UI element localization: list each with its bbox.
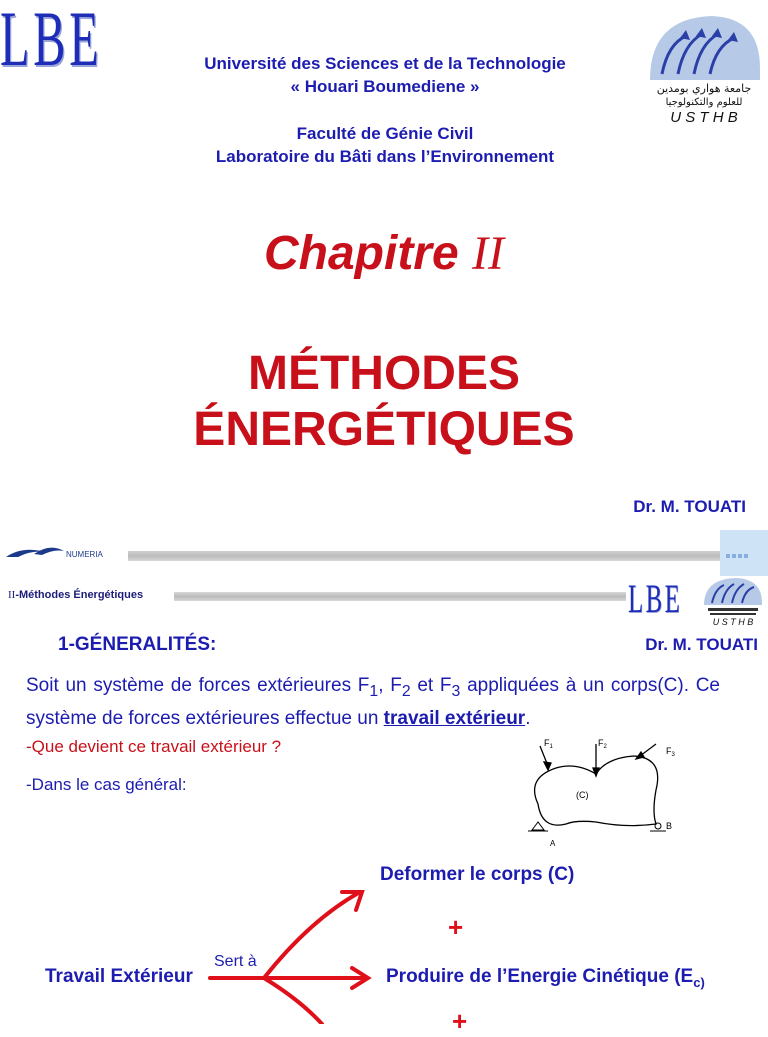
intro-paragraph: Soit un système de forces extérieures $F_1$, $F_2$ et $F_3$ appliquées à un corps(C). Ce système de forces extérieures effectue un travail extérieur. — [26, 675, 720, 729]
usthb-logo — [642, 8, 764, 126]
author-slide2: Dr. M. TOUATI — [645, 635, 758, 654]
author-slide1: Dr. M. TOUATI — [633, 497, 746, 516]
plus-sign-2: + — [452, 1006, 468, 1036]
produire-label: Produire de l’Energie Cinétique ($E_{c)}$ — [386, 966, 705, 990]
slide-header — [8, 589, 143, 601]
separator-bar — [128, 551, 724, 561]
faculty-name: Faculté de Génie Civil — [296, 124, 474, 143]
title-line2: ÉNERGÉTIQUES — [193, 403, 575, 456]
question-1: -Que devient ce travail extérieur ? — [26, 737, 282, 756]
usthb-arabic-1: جامعة هواري بومدين — [656, 82, 752, 95]
chapter-heading — [0, 226, 768, 281]
force-diagram — [516, 734, 686, 850]
lbe-logo: LBE — [0, 0, 103, 82]
numeria-logo — [4, 541, 122, 563]
label-body: (C) — [576, 790, 589, 800]
question-2: -Dans le cas général: — [26, 775, 187, 794]
label-f1: $F_1$ — [544, 738, 553, 750]
usthb-logo-small — [700, 575, 766, 627]
emphasis-travail-exterieur: travail extérieur — [383, 707, 526, 729]
label-f3: $F_3$ — [666, 746, 675, 758]
deform-label: Deformer le corps (C) — [380, 864, 575, 885]
header-bar — [174, 592, 626, 601]
chapter-word: Chapitre — [263, 227, 459, 280]
chapter-title — [0, 346, 768, 458]
corner-decoration — [720, 530, 768, 576]
section-title: 1-GÉNERALITÉS: — [58, 634, 217, 655]
usthb-text: U S T H B — [670, 109, 738, 126]
flow-arrows — [200, 880, 380, 1024]
numeria-text: NUMERIA — [66, 550, 103, 559]
label-b: B — [666, 821, 673, 831]
sert-a-label: Sert à — [214, 953, 257, 970]
plus-sign-1: + — [448, 912, 464, 942]
header-text: -Méthodes Énergétiques — [15, 589, 144, 601]
lbe-logo-small: LBE — [628, 576, 683, 621]
title-line1: MÉTHODES — [247, 347, 520, 400]
university-line1: Université des Sciences et de la Technologie — [204, 54, 566, 73]
label-a: A — [550, 839, 556, 848]
university-line2: « Houari Boumediene » — [290, 77, 480, 96]
header-numeral: II — [8, 589, 16, 601]
usthb-text-small: U S T H B — [712, 617, 754, 627]
label-f2: $F_2$ — [598, 738, 607, 750]
usthb-arabic-2: للعلوم والتكنولوجيا — [665, 97, 743, 108]
laboratory-name: Laboratoire du Bâti dans l’Environnement — [215, 147, 555, 166]
travail-exterieur-label: Travail Extérieur — [45, 966, 193, 987]
chapter-numeral: II — [472, 227, 504, 280]
